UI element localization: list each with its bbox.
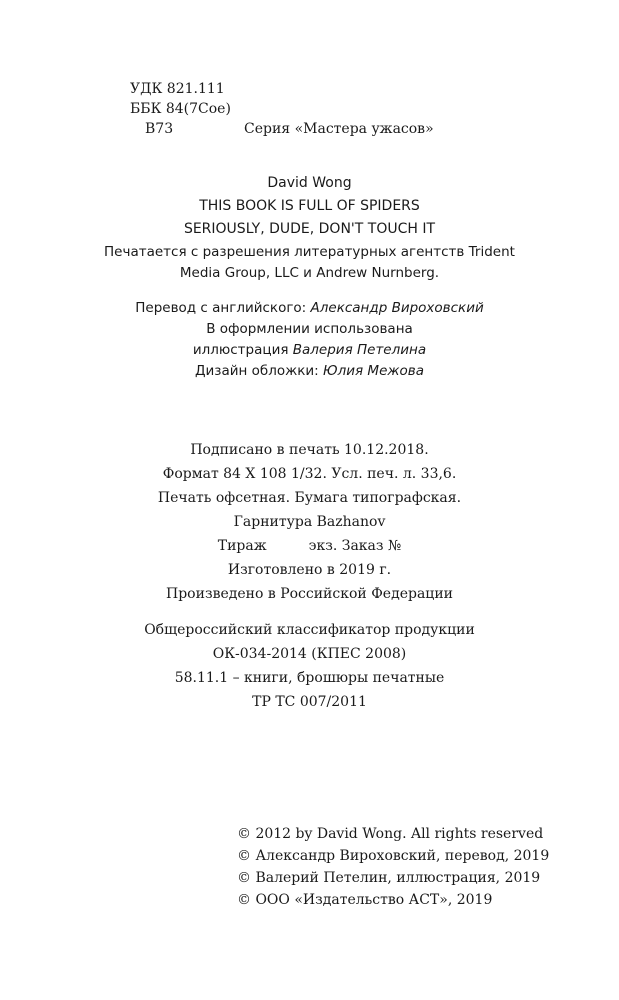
copyright-line-3: © Валерий Петелин, иллюстрация, 2019 [237,870,541,886]
permission-line-1: Печатается с разрешения литературных агентств Trident [104,244,515,260]
print-type: Печать офсетная. Бумага типографская. [157,490,462,506]
illustration-credit [0,342,619,358]
order-label: экз. Заказ № [308,538,402,554]
illustrator-name: Валерия Петелина [292,342,427,358]
signed-date: Подписано в печать 10.12.2018. [190,442,429,458]
cover-credit [0,363,619,379]
classifier-line-3: 58.11.1 – книги, брошюры печатные [174,670,445,686]
translator-name: Александр Вироховский [310,300,484,316]
illustration-line-1: В оформлении использована [206,321,413,337]
copyright-line-1: © 2012 by David Wong. All rights reserved [237,826,544,842]
produced-country: Произведено в Российской Федерации [166,586,453,602]
udk-code: УДК 821.111 [130,81,225,97]
permission-line-2: Media Group, LLC и Andrew Nurnberg. [179,265,440,281]
format-line: Формат 84 X 108 1/32. Усл. печ. л. 33,6. [162,466,457,482]
classifier-line-1: Общероссийский классификатор продукции [144,622,475,638]
tirazh-line [0,538,619,554]
tirazh-label: Тираж [217,538,267,554]
classifier-line-2: ОК-034-2014 (КПЕС 2008) [212,646,407,662]
copyright-line-4: © ООО «Издательство АСТ», 2019 [237,892,493,908]
bbk-code: ББК 84(7Сое) [130,101,231,117]
translation-credit [0,300,619,316]
original-subtitle: SERIOUSLY, DUDE, DON'T TOUCH IT [183,221,436,237]
translation-label: Перевод с английского: [135,300,307,316]
classifier-line-4: ТР ТС 007/2011 [252,694,367,710]
original-title: THIS BOOK IS FULL OF SPIDERS [199,198,420,214]
author-mark: В73 [145,121,174,137]
cover-label: Дизайн обложки: [194,363,319,379]
copyright-line-2: © Александр Вироховский, перевод, 2019 [237,848,550,864]
original-author: David Wong [267,175,352,191]
typeface-line: Гарнитура Bazhanov [233,514,386,530]
illustration-label: иллюстрация [192,342,289,358]
series-line: Серия «Мастера ужасов» [244,121,434,137]
made-year: Изготовлено в 2019 г. [227,562,392,578]
cover-designer-name: Юлия Межова [323,363,425,379]
